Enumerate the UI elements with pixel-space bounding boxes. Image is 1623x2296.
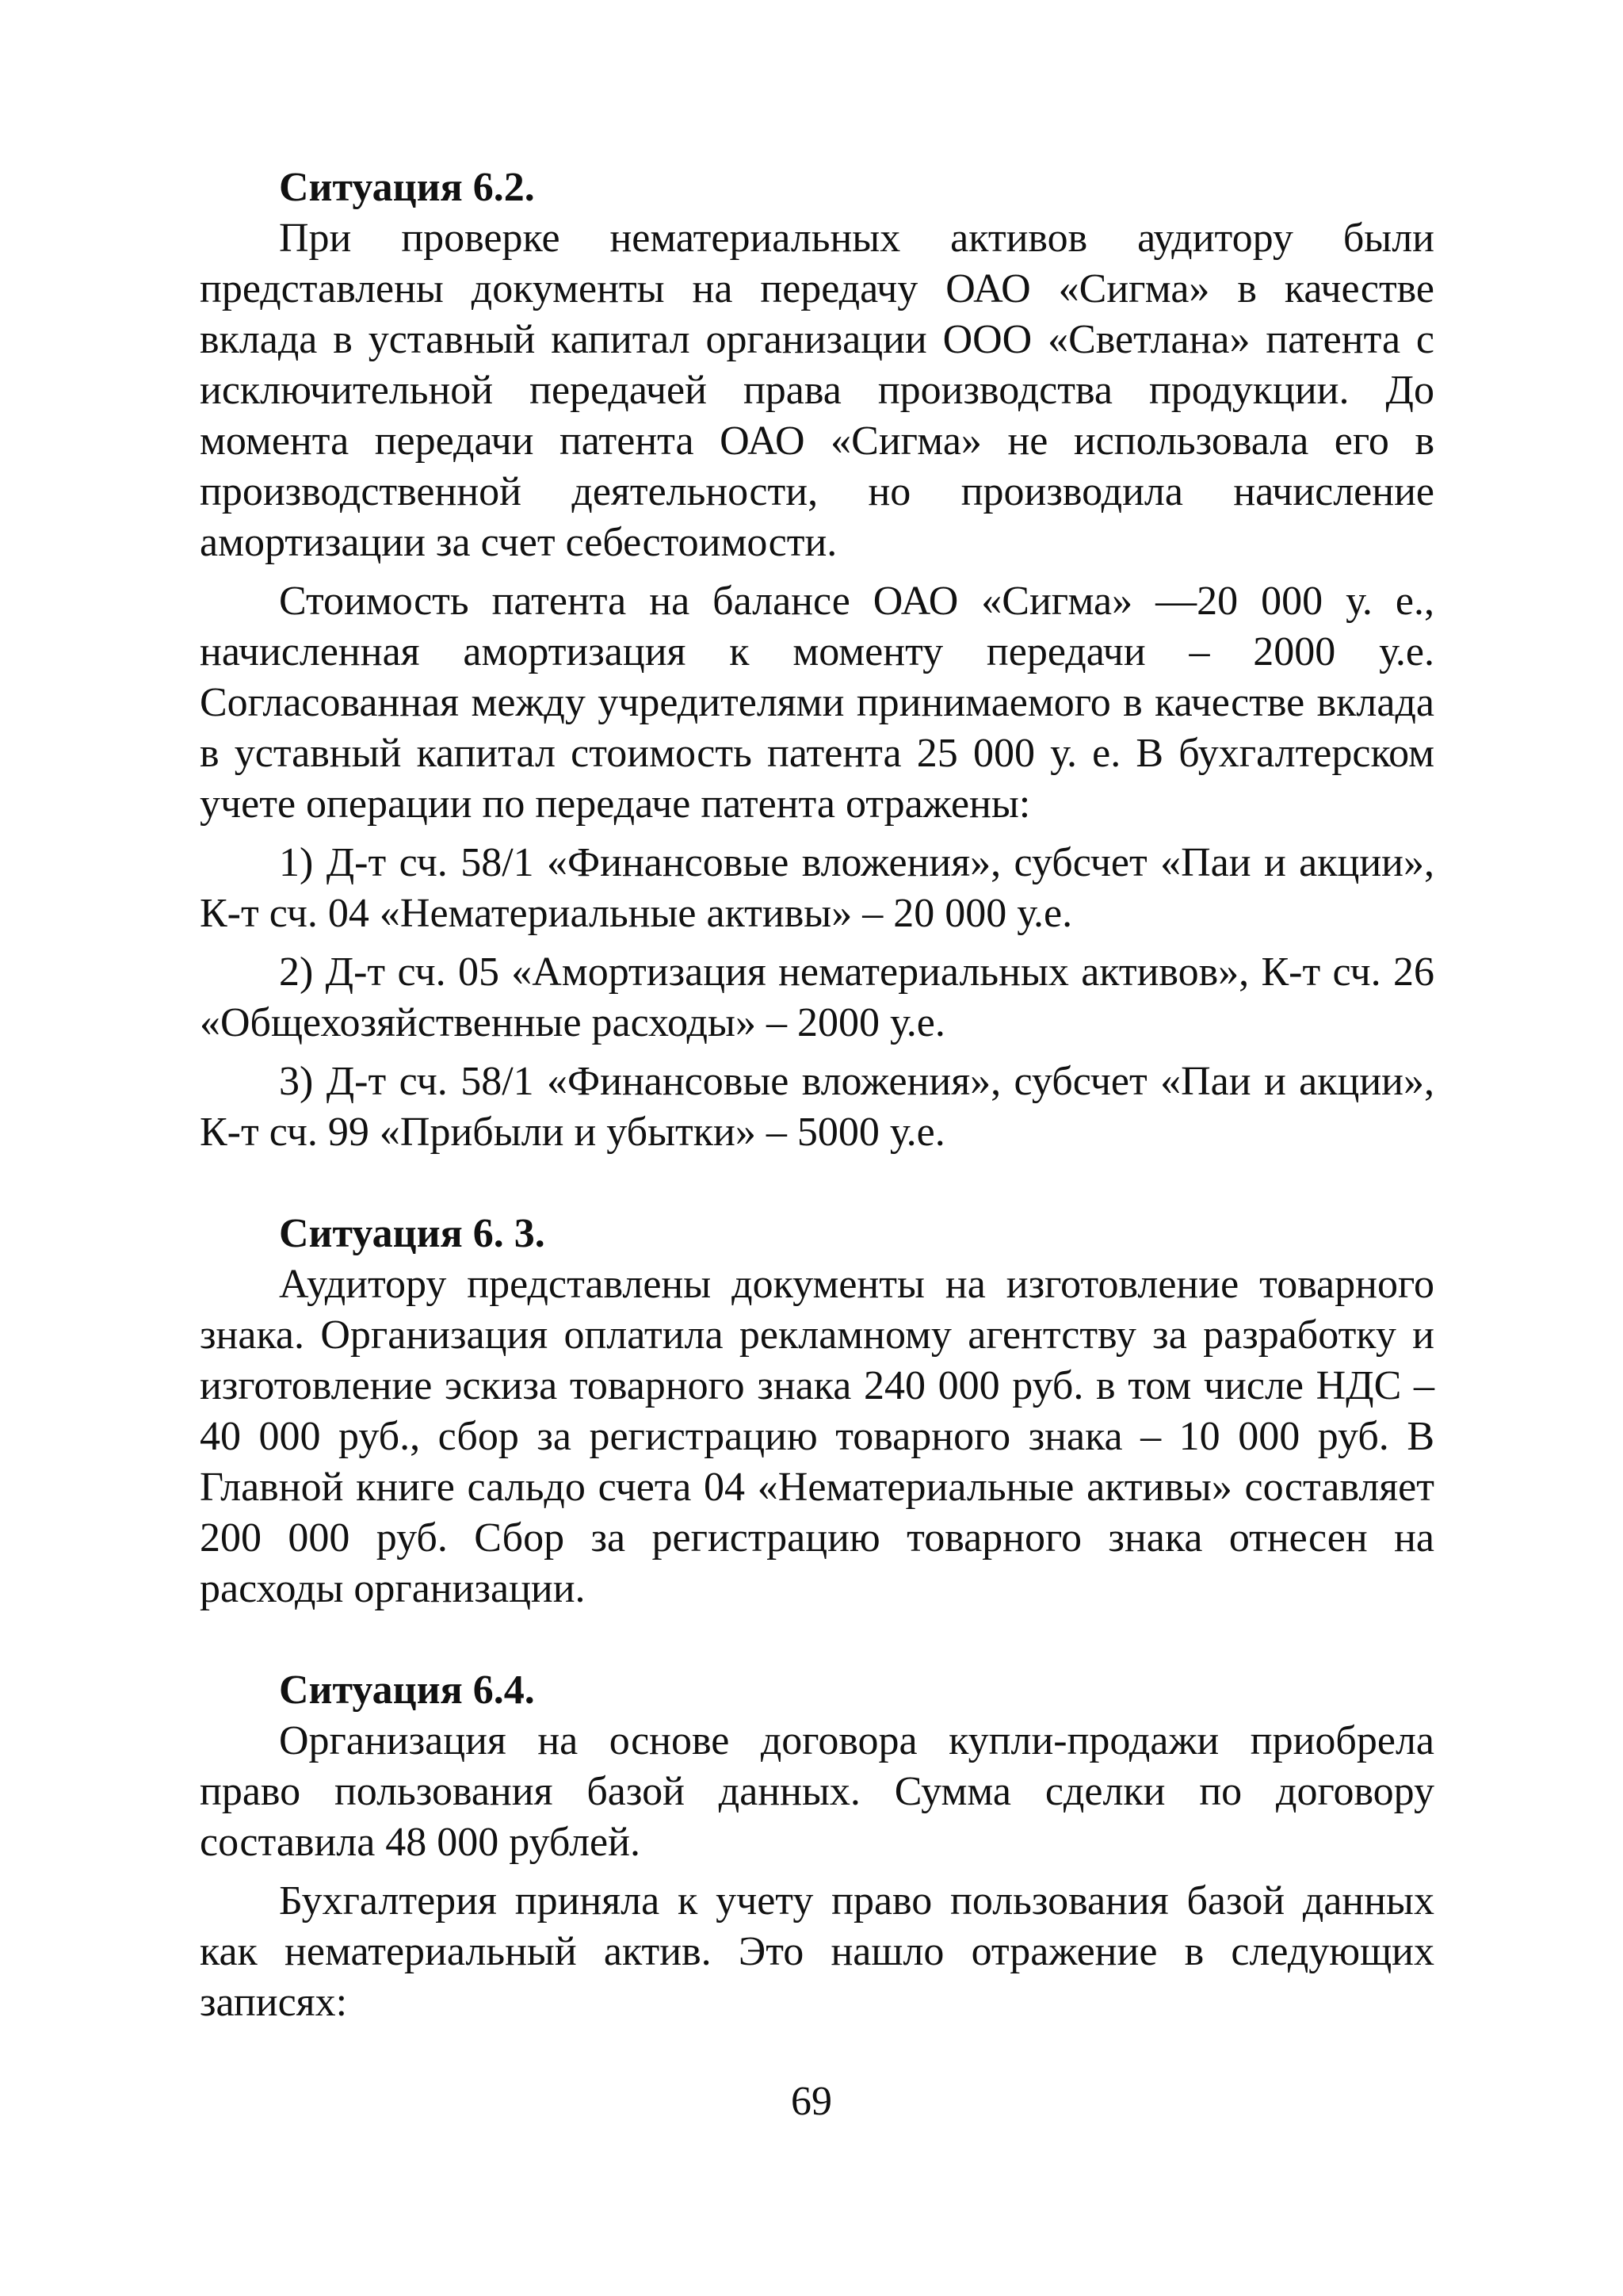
paragraph-6-3: Аудитору представлены документы на изготовление товарного знака. Организация оплатила рекламному агентству за разработку и изготовление эскиза товарного знака 240 000 руб. в том числе НДС – 40 000 руб., сбор за регистрацию товарного знака – 10 000 руб. В Главной книге сальдо счета 04 «Нематериальные активы» составляет 200 000 руб. Сбор за регистрацию товарного знака отнесен на расходы организации. [200,1262,1434,1611]
paragraph-6-2-cost: Стоимость патента на балансе ОАО «Сигма» —20 000 у. е., начисленная амортизация к моменту передачи – 2000 у.е. Согласованная между учредителями принимаемого в качестве вклада в уставный капитал стоимость патента 25 000 у. е. В бухгалтерском учете операции по передаче патента отражены: [200,579,1434,827]
entry-6-2-2: 2) Д-т сч. 05 «Амортизация нематериальных активов», К-т сч. 26 «Общехозяйственные расходы» – 2000 у.е. [200,949,1434,1045]
section-heading-6-3: Ситуация 6. 3. [279,1211,545,1256]
page-number: 69 [791,2079,832,2124]
document-page [200,162,1434,2028]
paragraph-6-4-intro: Организация на основе договора купли-продажи приобрела право пользования базой данных. Сумма сделки по договору составила 48 000 рублей. [200,1718,1434,1865]
section-heading-6-4: Ситуация 6.4. [279,1668,535,1713]
paragraph-6-2-intro: При проверке нематериальных активов аудитору были представлены документы на передачу ОАО «Сигма» в качестве вклада в уставный капитал организации ООО «Светлана» патента с исключительной передачей права производства продукции. До момента передачи патента ОАО «Сигма» не использовала его в производственной деятельности, но производила начисление амортизации за счет себестоимости. [200,216,1434,565]
entry-6-2-3: 3) Д-т сч. 58/1 «Финансовые вложения», субсчет «Паи и акции», К-т сч. 99 «Прибыли и убытки» – 5000 у.е. [200,1059,1434,1155]
section-heading-6-2: Ситуация 6.2. [279,165,535,210]
paragraph-6-4-records: Бухгалтерия приняла к учету право пользования базой данных как нематериальный актив. Это нашло отражение в следующих записях: [200,1878,1434,2025]
entry-6-2-1: 1) Д-т сч. 58/1 «Финансовые вложения», субсчет «Паи и акции», К-т сч. 04 «Нематериальные активы» – 20 000 у.е. [200,840,1434,936]
